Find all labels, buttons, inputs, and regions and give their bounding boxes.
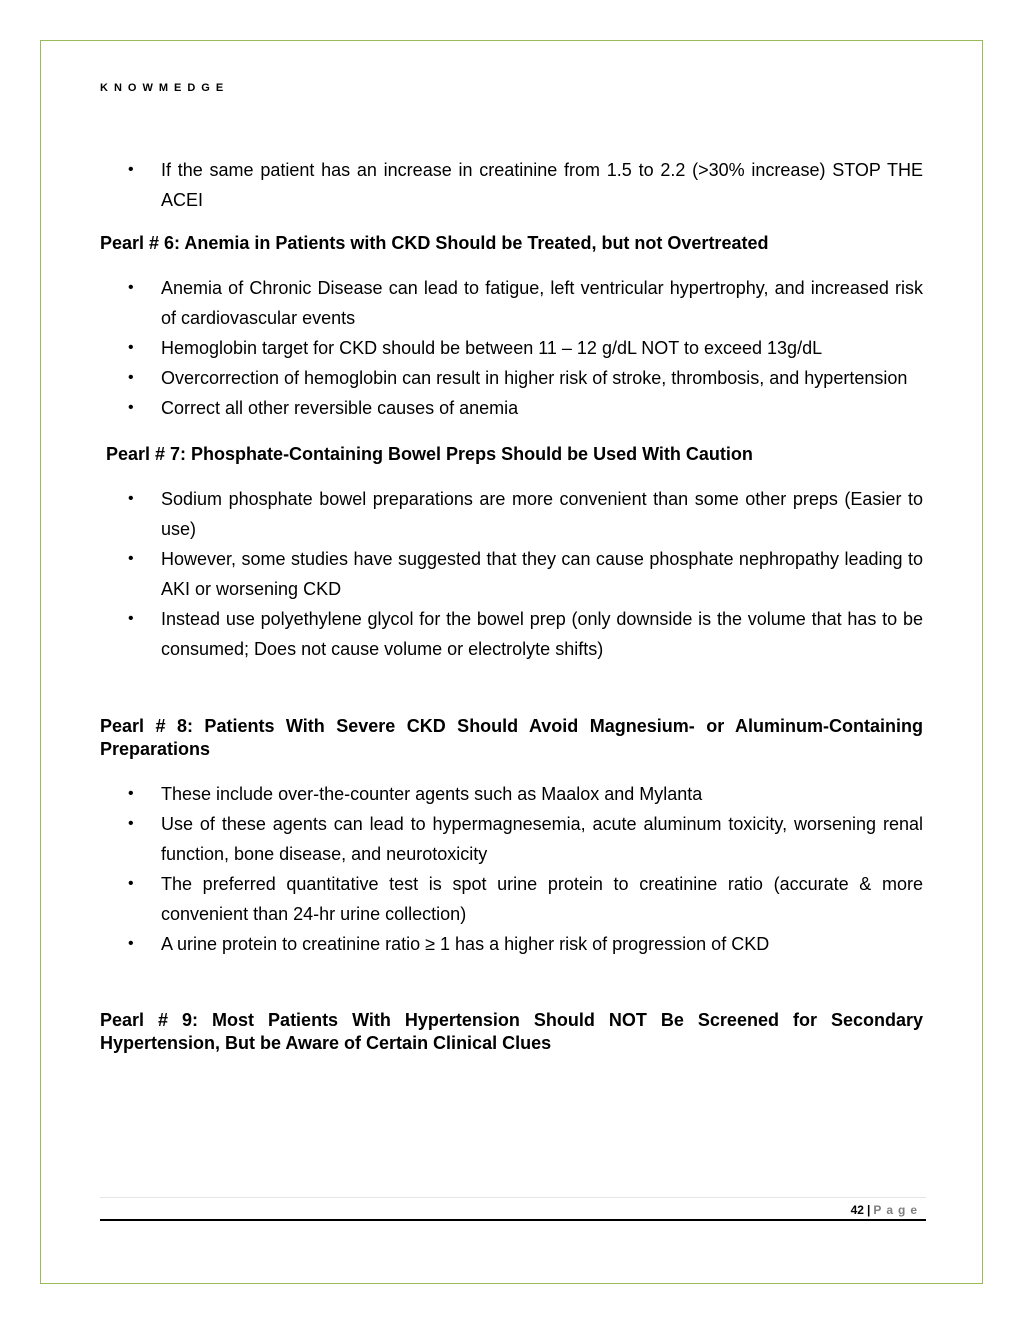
- bullet-text: These include over-the-counter agents such as Maalox and Mylanta: [161, 784, 703, 804]
- page-footer: [851, 1203, 922, 1217]
- bullet-text: Sodium phosphate bowel preparations are more convenient than some other preps (Easier to use): [161, 489, 923, 539]
- bullet-icon: •: [128, 399, 134, 416]
- page-number: 42: [850, 1203, 864, 1217]
- bullet-icon: •: [128, 369, 134, 386]
- list-item: [100, 273, 923, 333]
- pearl-6-bullet-list: [100, 273, 923, 423]
- bullet-text: Anemia of Chronic Disease can lead to fatigue, left ventricular hypertrophy, and increased risk of cardiovascular events: [161, 278, 923, 328]
- pearl-8-heading: Pearl # 8: Patients With Severe CKD Should Avoid Magnesium- or Aluminum-Containing Preparations: [100, 716, 923, 759]
- bullet-icon: •: [128, 875, 134, 892]
- bullet-icon: •: [128, 490, 134, 507]
- list-item: [100, 929, 923, 959]
- bullet-text: Use of these agents can lead to hypermagnesemia, acute aluminum toxicity, worsening renal function, bone disease, and neurotoxicity: [161, 814, 923, 864]
- bullet-text: However, some studies have suggested that they can cause phosphate nephropathy leading to AKI or worsening CKD: [161, 549, 923, 599]
- list-item: [100, 333, 923, 363]
- bullet-text: If the same patient has an increase in creatinine from 1.5 to 2.2 (>30% increase) STOP THE ACEI: [161, 160, 923, 210]
- page-label: Page: [873, 1203, 922, 1217]
- list-item: [100, 779, 923, 809]
- pearl-9-heading: Pearl # 9: Most Patients With Hypertension Should NOT Be Screened for Secondary Hypertension, But be Aware of Certain Clinical Clues: [100, 1010, 923, 1053]
- bullet-icon: •: [128, 815, 134, 832]
- pearl-7-heading: Pearl # 7: Phosphate-Containing Bowel Preps Should be Used With Caution: [106, 444, 753, 464]
- pearl-8-bullet-list: [100, 779, 923, 959]
- bullet-icon: •: [128, 785, 134, 802]
- bullet-text: Instead use polyethylene glycol for the bowel prep (only downside is the volume that has to be consumed; Does not cause volume or electrolyte shifts): [161, 609, 923, 659]
- list-item: [100, 363, 923, 393]
- bullet-text: A urine protein to creatinine ratio ≥ 1 has a higher risk of progression of CKD: [161, 934, 770, 954]
- list-item: [100, 809, 923, 869]
- running-header: KNOWMEDGE: [100, 82, 230, 94]
- bullet-text: Overcorrection of hemoglobin can result in higher risk of stroke, thrombosis, and hypertension: [161, 368, 908, 388]
- list-item: [100, 544, 923, 604]
- bullet-icon: •: [128, 610, 134, 627]
- bullet-icon: •: [128, 339, 134, 356]
- footer-divider: [100, 1219, 926, 1221]
- bullet-icon: •: [128, 935, 134, 952]
- page-content: [100, 155, 923, 1055]
- bullet-text: The preferred quantitative test is spot urine protein to creatinine ratio (accurate & more convenient than 24-hr urine collection): [161, 874, 923, 924]
- bullet-icon: •: [128, 161, 134, 178]
- list-item: [100, 393, 923, 423]
- list-item: [100, 869, 923, 929]
- bullet-icon: •: [128, 279, 134, 296]
- list-item: [100, 484, 923, 544]
- intro-bullet-list: [100, 155, 923, 215]
- pearl-7-bullet-list: [100, 484, 923, 664]
- bullet-icon: •: [128, 550, 134, 567]
- list-item: [100, 155, 923, 215]
- list-item: [100, 604, 923, 664]
- footer-separator: |: [866, 1203, 871, 1217]
- footer-divider-thin: [100, 1197, 926, 1198]
- bullet-text: Hemoglobin target for CKD should be between 11 – 12 g/dL NOT to exceed 13g/dL: [161, 338, 823, 358]
- bullet-text: Correct all other reversible causes of anemia: [161, 398, 519, 418]
- pearl-6-heading: Pearl # 6: Anemia in Patients with CKD Should be Treated, but not Overtreated: [100, 233, 769, 253]
